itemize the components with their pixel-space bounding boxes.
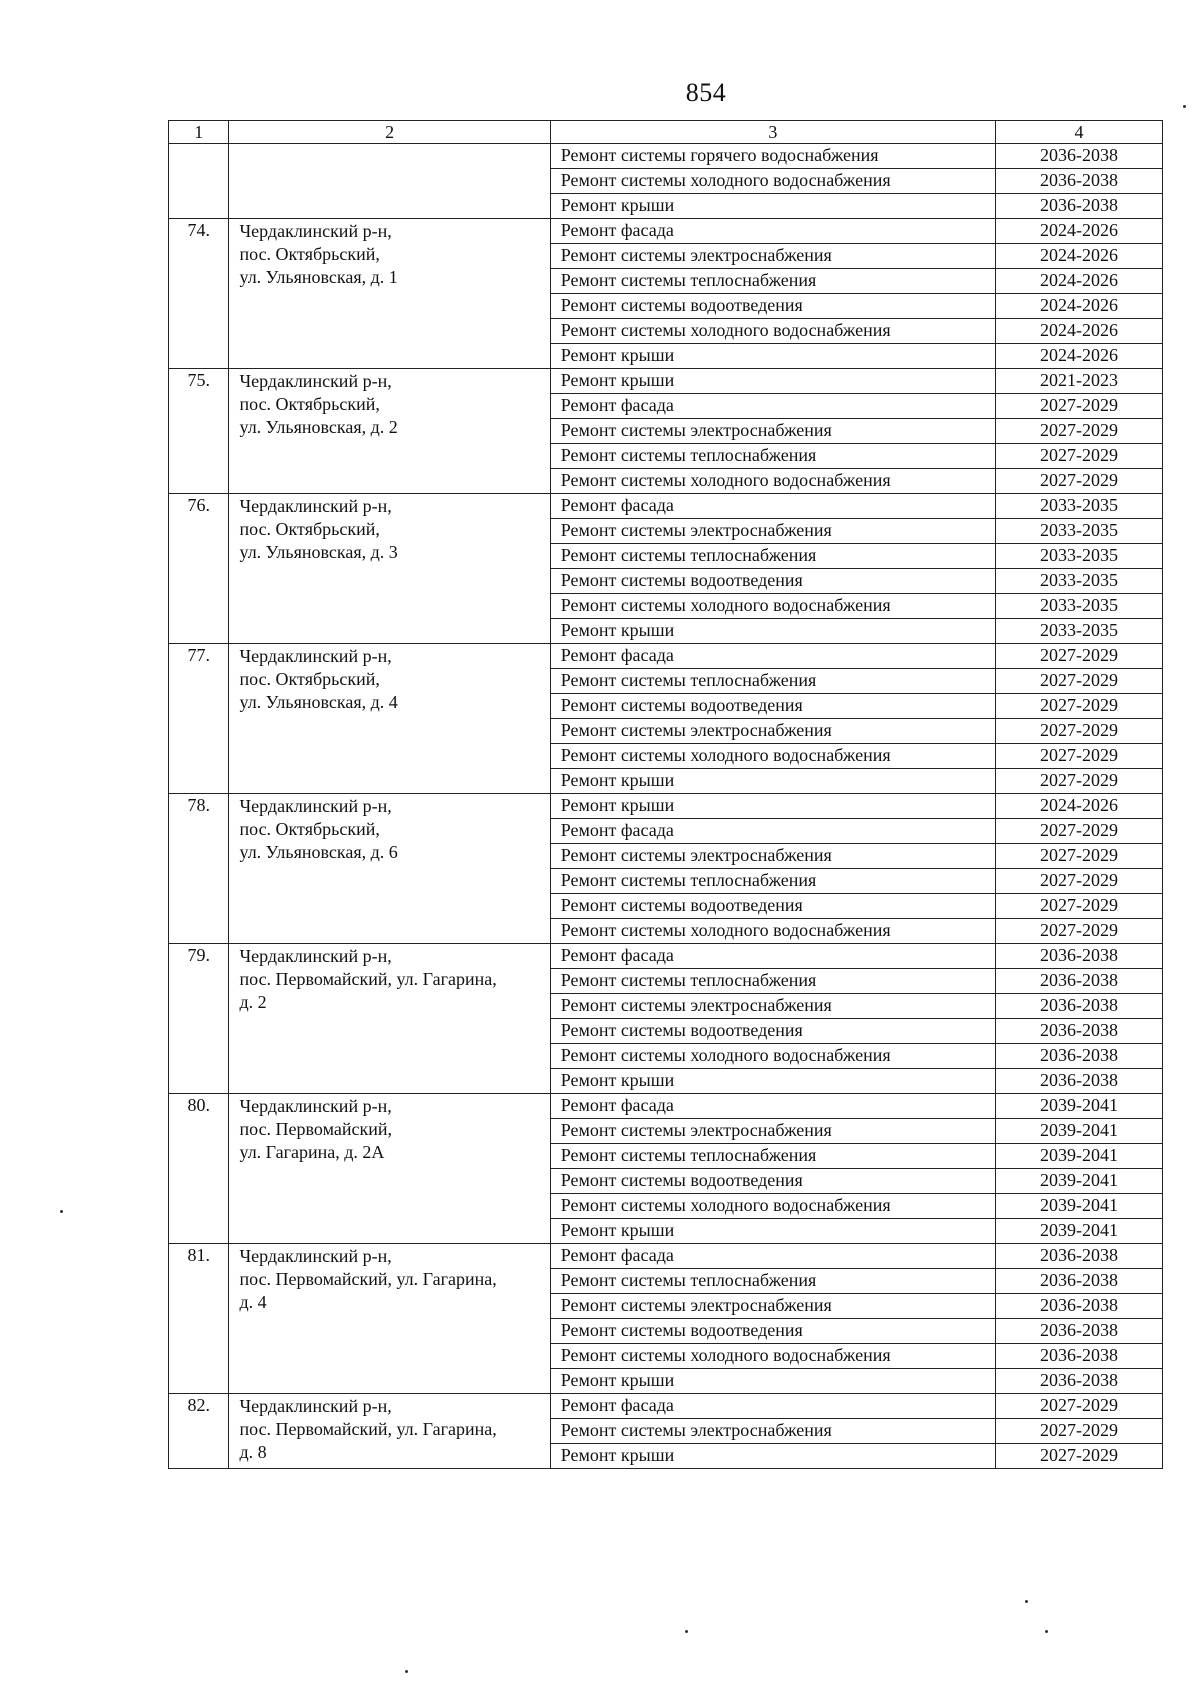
address-line: ул. Ульяновская, д. 2 [239, 417, 398, 437]
years-cell: 2033-2035 [996, 594, 1163, 619]
row-number-cell: 74. [169, 219, 229, 369]
work-type-cell: Ремонт крыши [550, 194, 995, 219]
years-cell: 2036-2038 [996, 994, 1163, 1019]
years-cell: 2036-2038 [996, 169, 1163, 194]
address-line: Чердаклинский р-н, [239, 371, 392, 391]
years-cell: 2036-2038 [996, 1044, 1163, 1069]
row-number-cell: 76. [169, 494, 229, 644]
table-row [169, 219, 1163, 244]
years-cell: 2024-2026 [996, 319, 1163, 344]
table-row [169, 644, 1163, 669]
table-body [169, 144, 1163, 1469]
address-cell [229, 1244, 550, 1394]
address-cell [229, 794, 550, 944]
work-type-cell: Ремонт системы водоотведения [550, 1019, 995, 1044]
work-type-cell: Ремонт системы холодного водоснабжения [550, 919, 995, 944]
address-cell [229, 644, 550, 794]
work-type-cell: Ремонт крыши [550, 369, 995, 394]
years-cell: 2027-2029 [996, 394, 1163, 419]
address-line: Чердаклинский р-н, [239, 1246, 392, 1266]
address-cell [229, 494, 550, 644]
row-number-cell: 78. [169, 794, 229, 944]
years-cell: 2039-2041 [996, 1144, 1163, 1169]
years-cell: 2024-2026 [996, 269, 1163, 294]
address-line: Чердаклинский р-н, [239, 946, 392, 966]
work-type-cell: Ремонт системы холодного водоснабжения [550, 319, 995, 344]
table-row [169, 494, 1163, 519]
years-cell: 2027-2029 [996, 1394, 1163, 1419]
address-cell [229, 369, 550, 494]
row-number-cell [169, 144, 229, 219]
header-col-3: 3 [550, 121, 995, 144]
work-type-cell: Ремонт системы холодного водоснабжения [550, 1194, 995, 1219]
work-type-cell: Ремонт крыши [550, 619, 995, 644]
scan-speck [60, 1210, 63, 1213]
work-type-cell: Ремонт системы холодного водоснабжения [550, 1344, 995, 1369]
work-type-cell: Ремонт системы холодного водоснабжения [550, 169, 995, 194]
work-type-cell: Ремонт крыши [550, 1369, 995, 1394]
work-type-cell: Ремонт системы теплоснабжения [550, 869, 995, 894]
years-cell: 2033-2035 [996, 619, 1163, 644]
address-line: Чердаклинский р-н, [239, 1096, 392, 1116]
header-col-4: 4 [996, 121, 1163, 144]
work-type-cell: Ремонт системы холодного водоснабжения [550, 594, 995, 619]
years-cell: 2027-2029 [996, 419, 1163, 444]
years-cell: 2036-2038 [996, 1369, 1163, 1394]
work-type-cell: Ремонт фасада [550, 1094, 995, 1119]
years-cell: 2039-2041 [996, 1219, 1163, 1244]
years-cell: 2036-2038 [996, 1019, 1163, 1044]
row-number-cell: 75. [169, 369, 229, 494]
work-type-cell: Ремонт фасада [550, 394, 995, 419]
row-number-cell: 81. [169, 1244, 229, 1394]
address-line: пос. Октябрьский, [239, 669, 380, 689]
scan-speck [1045, 1630, 1048, 1633]
table-row [169, 944, 1163, 969]
work-type-cell: Ремонт системы электроснабжения [550, 1119, 995, 1144]
address-line: пос. Октябрьский, [239, 394, 380, 414]
address-line: Чердаклинский р-н, [239, 646, 392, 666]
years-cell: 2027-2029 [996, 819, 1163, 844]
work-type-cell: Ремонт системы водоотведения [550, 1169, 995, 1194]
row-number-cell: 79. [169, 944, 229, 1094]
work-type-cell: Ремонт крыши [550, 794, 995, 819]
address-line: пос. Октябрьский, [239, 244, 380, 264]
years-cell: 2027-2029 [996, 1419, 1163, 1444]
years-cell: 2024-2026 [996, 344, 1163, 369]
table-row [169, 1094, 1163, 1119]
work-type-cell: Ремонт крыши [550, 1069, 995, 1094]
years-cell: 2027-2029 [996, 1444, 1163, 1469]
table-row [169, 369, 1163, 394]
years-cell: 2024-2026 [996, 244, 1163, 269]
scan-speck [405, 1670, 408, 1673]
work-type-cell: Ремонт фасада [550, 1394, 995, 1419]
years-cell: 2036-2038 [996, 1319, 1163, 1344]
years-cell: 2036-2038 [996, 144, 1163, 169]
years-cell: 2039-2041 [996, 1194, 1163, 1219]
work-type-cell: Ремонт крыши [550, 344, 995, 369]
years-cell: 2036-2038 [996, 1244, 1163, 1269]
address-line: пос. Первомайский, [239, 1119, 392, 1139]
address-line: Чердаклинский р-н, [239, 221, 392, 241]
work-type-cell: Ремонт фасада [550, 644, 995, 669]
work-type-cell: Ремонт системы электроснабжения [550, 1294, 995, 1319]
header-col-2: 2 [229, 121, 550, 144]
years-cell: 2021-2023 [996, 369, 1163, 394]
address-cell [229, 1394, 550, 1469]
page-number: 854 [685, 78, 727, 107]
years-cell: 2033-2035 [996, 494, 1163, 519]
years-cell: 2027-2029 [996, 844, 1163, 869]
row-number-cell: 77. [169, 644, 229, 794]
years-cell: 2039-2041 [996, 1094, 1163, 1119]
work-type-cell: Ремонт системы теплоснабжения [550, 669, 995, 694]
address-cell [229, 1094, 550, 1244]
years-cell: 2024-2026 [996, 219, 1163, 244]
table-row [169, 1244, 1163, 1269]
work-type-cell: Ремонт фасада [550, 819, 995, 844]
address-cell [229, 944, 550, 1094]
years-cell: 2036-2038 [996, 1069, 1163, 1094]
work-type-cell: Ремонт фасада [550, 494, 995, 519]
header-col-1: 1 [169, 121, 229, 144]
work-type-cell: Ремонт крыши [550, 769, 995, 794]
years-cell: 2027-2029 [996, 644, 1163, 669]
scan-speck [1025, 1600, 1028, 1603]
years-cell: 2027-2029 [996, 869, 1163, 894]
row-number-cell: 80. [169, 1094, 229, 1244]
years-cell: 2027-2029 [996, 919, 1163, 944]
address-cell [229, 219, 550, 369]
years-cell: 2027-2029 [996, 444, 1163, 469]
table-row [169, 144, 1163, 169]
address-line: Чердаклинский р-н, [239, 796, 392, 816]
address-line: д. 4 [239, 1292, 267, 1312]
years-cell: 2033-2035 [996, 544, 1163, 569]
work-type-cell: Ремонт системы электроснабжения [550, 244, 995, 269]
work-type-cell: Ремонт системы электроснабжения [550, 1419, 995, 1444]
address-line: пос. Первомайский, ул. Гагарина, [239, 969, 497, 989]
address-cell [229, 144, 550, 219]
years-cell: 2027-2029 [996, 469, 1163, 494]
years-cell: 2027-2029 [996, 744, 1163, 769]
work-type-cell: Ремонт системы теплоснабжения [550, 1144, 995, 1169]
years-cell: 2027-2029 [996, 694, 1163, 719]
work-type-cell: Ремонт системы теплоснабжения [550, 444, 995, 469]
work-type-cell: Ремонт системы водоотведения [550, 694, 995, 719]
work-type-cell: Ремонт системы водоотведения [550, 569, 995, 594]
work-type-cell: Ремонт фасада [550, 1244, 995, 1269]
work-type-cell: Ремонт системы электроснабжения [550, 994, 995, 1019]
address-line: д. 8 [239, 1442, 267, 1462]
work-type-cell: Ремонт системы холодного водоснабжения [550, 469, 995, 494]
work-type-cell: Ремонт системы горячего водоснабжения [550, 144, 995, 169]
address-line: пос. Первомайский, ул. Гагарина, [239, 1269, 497, 1289]
address-line: ул. Ульяновская, д. 1 [239, 267, 398, 287]
address-line: ул. Ульяновская, д. 6 [239, 842, 398, 862]
years-cell: 2036-2038 [996, 194, 1163, 219]
work-type-cell: Ремонт системы водоотведения [550, 1319, 995, 1344]
address-line: Чердаклинский р-н, [239, 496, 392, 516]
address-line: ул. Ульяновская, д. 4 [239, 692, 398, 712]
years-cell: 2036-2038 [996, 1294, 1163, 1319]
years-cell: 2024-2026 [996, 294, 1163, 319]
work-type-cell: Ремонт крыши [550, 1444, 995, 1469]
address-line: пос. Первомайский, ул. Гагарина, [239, 1419, 497, 1439]
years-cell: 2036-2038 [996, 969, 1163, 994]
table-row [169, 794, 1163, 819]
repair-schedule-table [168, 120, 1163, 1469]
address-line: пос. Октябрьский, [239, 519, 380, 539]
years-cell: 2036-2038 [996, 1344, 1163, 1369]
years-cell: 2039-2041 [996, 1169, 1163, 1194]
address-line: пос. Октябрьский, [239, 819, 380, 839]
years-cell: 2039-2041 [996, 1119, 1163, 1144]
work-type-cell: Ремонт системы теплоснабжения [550, 544, 995, 569]
work-type-cell: Ремонт системы электроснабжения [550, 844, 995, 869]
address-line: Чердаклинский р-н, [239, 1396, 392, 1416]
years-cell: 2033-2035 [996, 569, 1163, 594]
years-cell: 2033-2035 [996, 519, 1163, 544]
address-line: ул. Гагарина, д. 2А [239, 1142, 385, 1162]
address-line: ул. Ульяновская, д. 3 [239, 542, 398, 562]
work-type-cell: Ремонт системы электроснабжения [550, 519, 995, 544]
years-cell: 2024-2026 [996, 794, 1163, 819]
work-type-cell: Ремонт системы водоотведения [550, 294, 995, 319]
work-type-cell: Ремонт системы теплоснабжения [550, 1269, 995, 1294]
years-cell: 2036-2038 [996, 944, 1163, 969]
header-row [169, 121, 1163, 144]
work-type-cell: Ремонт системы теплоснабжения [550, 969, 995, 994]
work-type-cell: Ремонт фасада [550, 944, 995, 969]
years-cell: 2027-2029 [996, 894, 1163, 919]
row-number-cell: 82. [169, 1394, 229, 1469]
years-cell: 2027-2029 [996, 719, 1163, 744]
work-type-cell: Ремонт системы электроснабжения [550, 419, 995, 444]
years-cell: 2036-2038 [996, 1269, 1163, 1294]
scan-speck [1183, 105, 1186, 108]
work-type-cell: Ремонт системы теплоснабжения [550, 269, 995, 294]
years-cell: 2027-2029 [996, 669, 1163, 694]
work-type-cell: Ремонт системы холодного водоснабжения [550, 1044, 995, 1069]
work-type-cell: Ремонт системы холодного водоснабжения [550, 744, 995, 769]
table-row [169, 1394, 1163, 1419]
work-type-cell: Ремонт системы водоотведения [550, 894, 995, 919]
address-line: д. 2 [239, 992, 267, 1012]
work-type-cell: Ремонт фасада [550, 219, 995, 244]
years-cell: 2027-2029 [996, 769, 1163, 794]
scan-speck [685, 1630, 688, 1633]
work-type-cell: Ремонт системы электроснабжения [550, 719, 995, 744]
work-type-cell: Ремонт крыши [550, 1219, 995, 1244]
